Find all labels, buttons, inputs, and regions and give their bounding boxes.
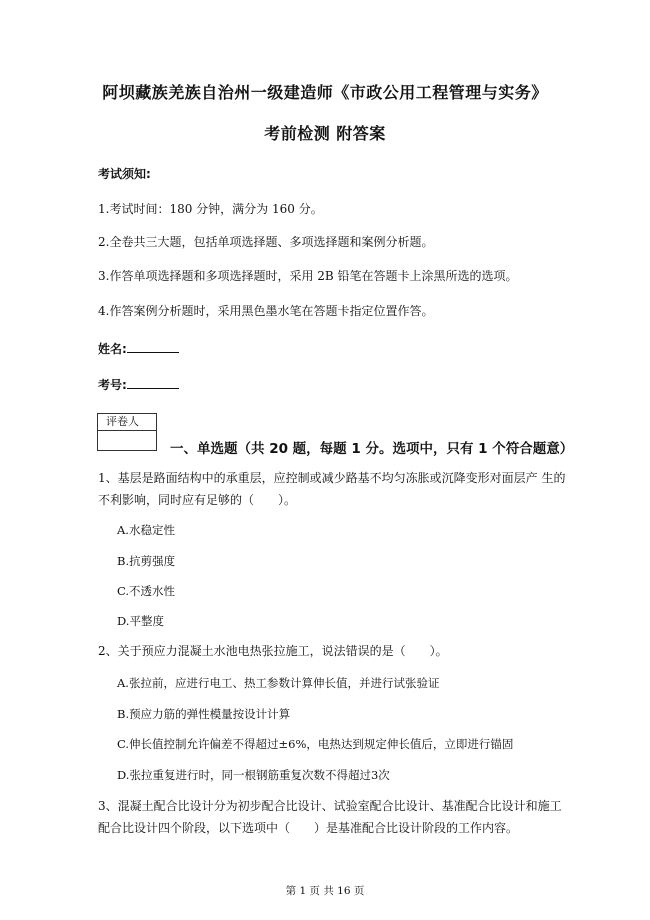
id-label: 考号: bbox=[98, 378, 127, 392]
question-option: A.张拉前，应进行电工、热工参数计算伸长值，并进行试张验证 bbox=[117, 676, 440, 690]
grader-box bbox=[97, 413, 157, 451]
notice-item: 3.作答单项选择题和多项选择题时，采用 2B 铅笔在答题卡上涂黑所选的选项。 bbox=[98, 269, 518, 283]
page-title: 阿坝藏族羌族自治州一级建造师《市政公用工程管理与实务》 bbox=[102, 83, 548, 102]
grader-label: 评卷人 bbox=[98, 414, 156, 431]
name-field[interactable] bbox=[98, 340, 179, 357]
page-subtitle: 考前检测 附答案 bbox=[264, 124, 386, 143]
notice-item: 2.全卷共三大题，包括单项选择题、多项选择题和案例分析题。 bbox=[98, 235, 434, 249]
name-blank[interactable] bbox=[127, 341, 179, 353]
notice-heading: 考试须知: bbox=[98, 167, 151, 181]
question-option: B.预应力筋的弹性模量按设计计算 bbox=[117, 707, 291, 721]
id-field[interactable] bbox=[98, 376, 179, 393]
question-option: D.平整度 bbox=[117, 614, 164, 628]
question-option: C.不透水性 bbox=[117, 584, 176, 598]
question-option: B.抗剪强度 bbox=[117, 554, 176, 568]
question-option: C.伸长值控制允许偏差不得超过±6%，电热达到规定伸长值后，立即进行锚固 bbox=[117, 737, 514, 751]
name-label: 姓名: bbox=[98, 342, 127, 356]
question-option: A.水稳定性 bbox=[117, 523, 175, 537]
page-footer: 第 1 页 共 16 页 bbox=[285, 885, 365, 897]
question-text: 1、基层是路面结构中的承重层，应控制或减少路基不均匀冻胀或沉降变形对面层产 生的不利影响，同时应有足够的（ ）。 bbox=[98, 471, 566, 507]
section-title: 一、单选题（共 20 题，每题 1 分。选项中，只有 1 个符合题意） bbox=[170, 441, 574, 457]
question-text: 3、混凝土配合比设计分为初步配合比设计、试验室配合比设计、基准配合比设计和施工配合比设计四个阶段，以下选项中（ ）是基准配合比设计阶段的工作内容。 bbox=[98, 799, 562, 835]
notice-item: 4.作答案例分析题时，采用黑色墨水笔在答题卡指定位置作答。 bbox=[98, 304, 434, 318]
id-blank[interactable] bbox=[127, 377, 179, 389]
question-option: D.张拉重复进行时，同一根钢筋重复次数不得超过3次 bbox=[117, 768, 390, 782]
question-text: 2、关于预应力混凝土水池电热张拉施工，说法错误的是（ ）。 bbox=[98, 644, 448, 658]
notice-item: 1.考试时间：180 分钟，满分为 160 分。 bbox=[98, 202, 323, 216]
